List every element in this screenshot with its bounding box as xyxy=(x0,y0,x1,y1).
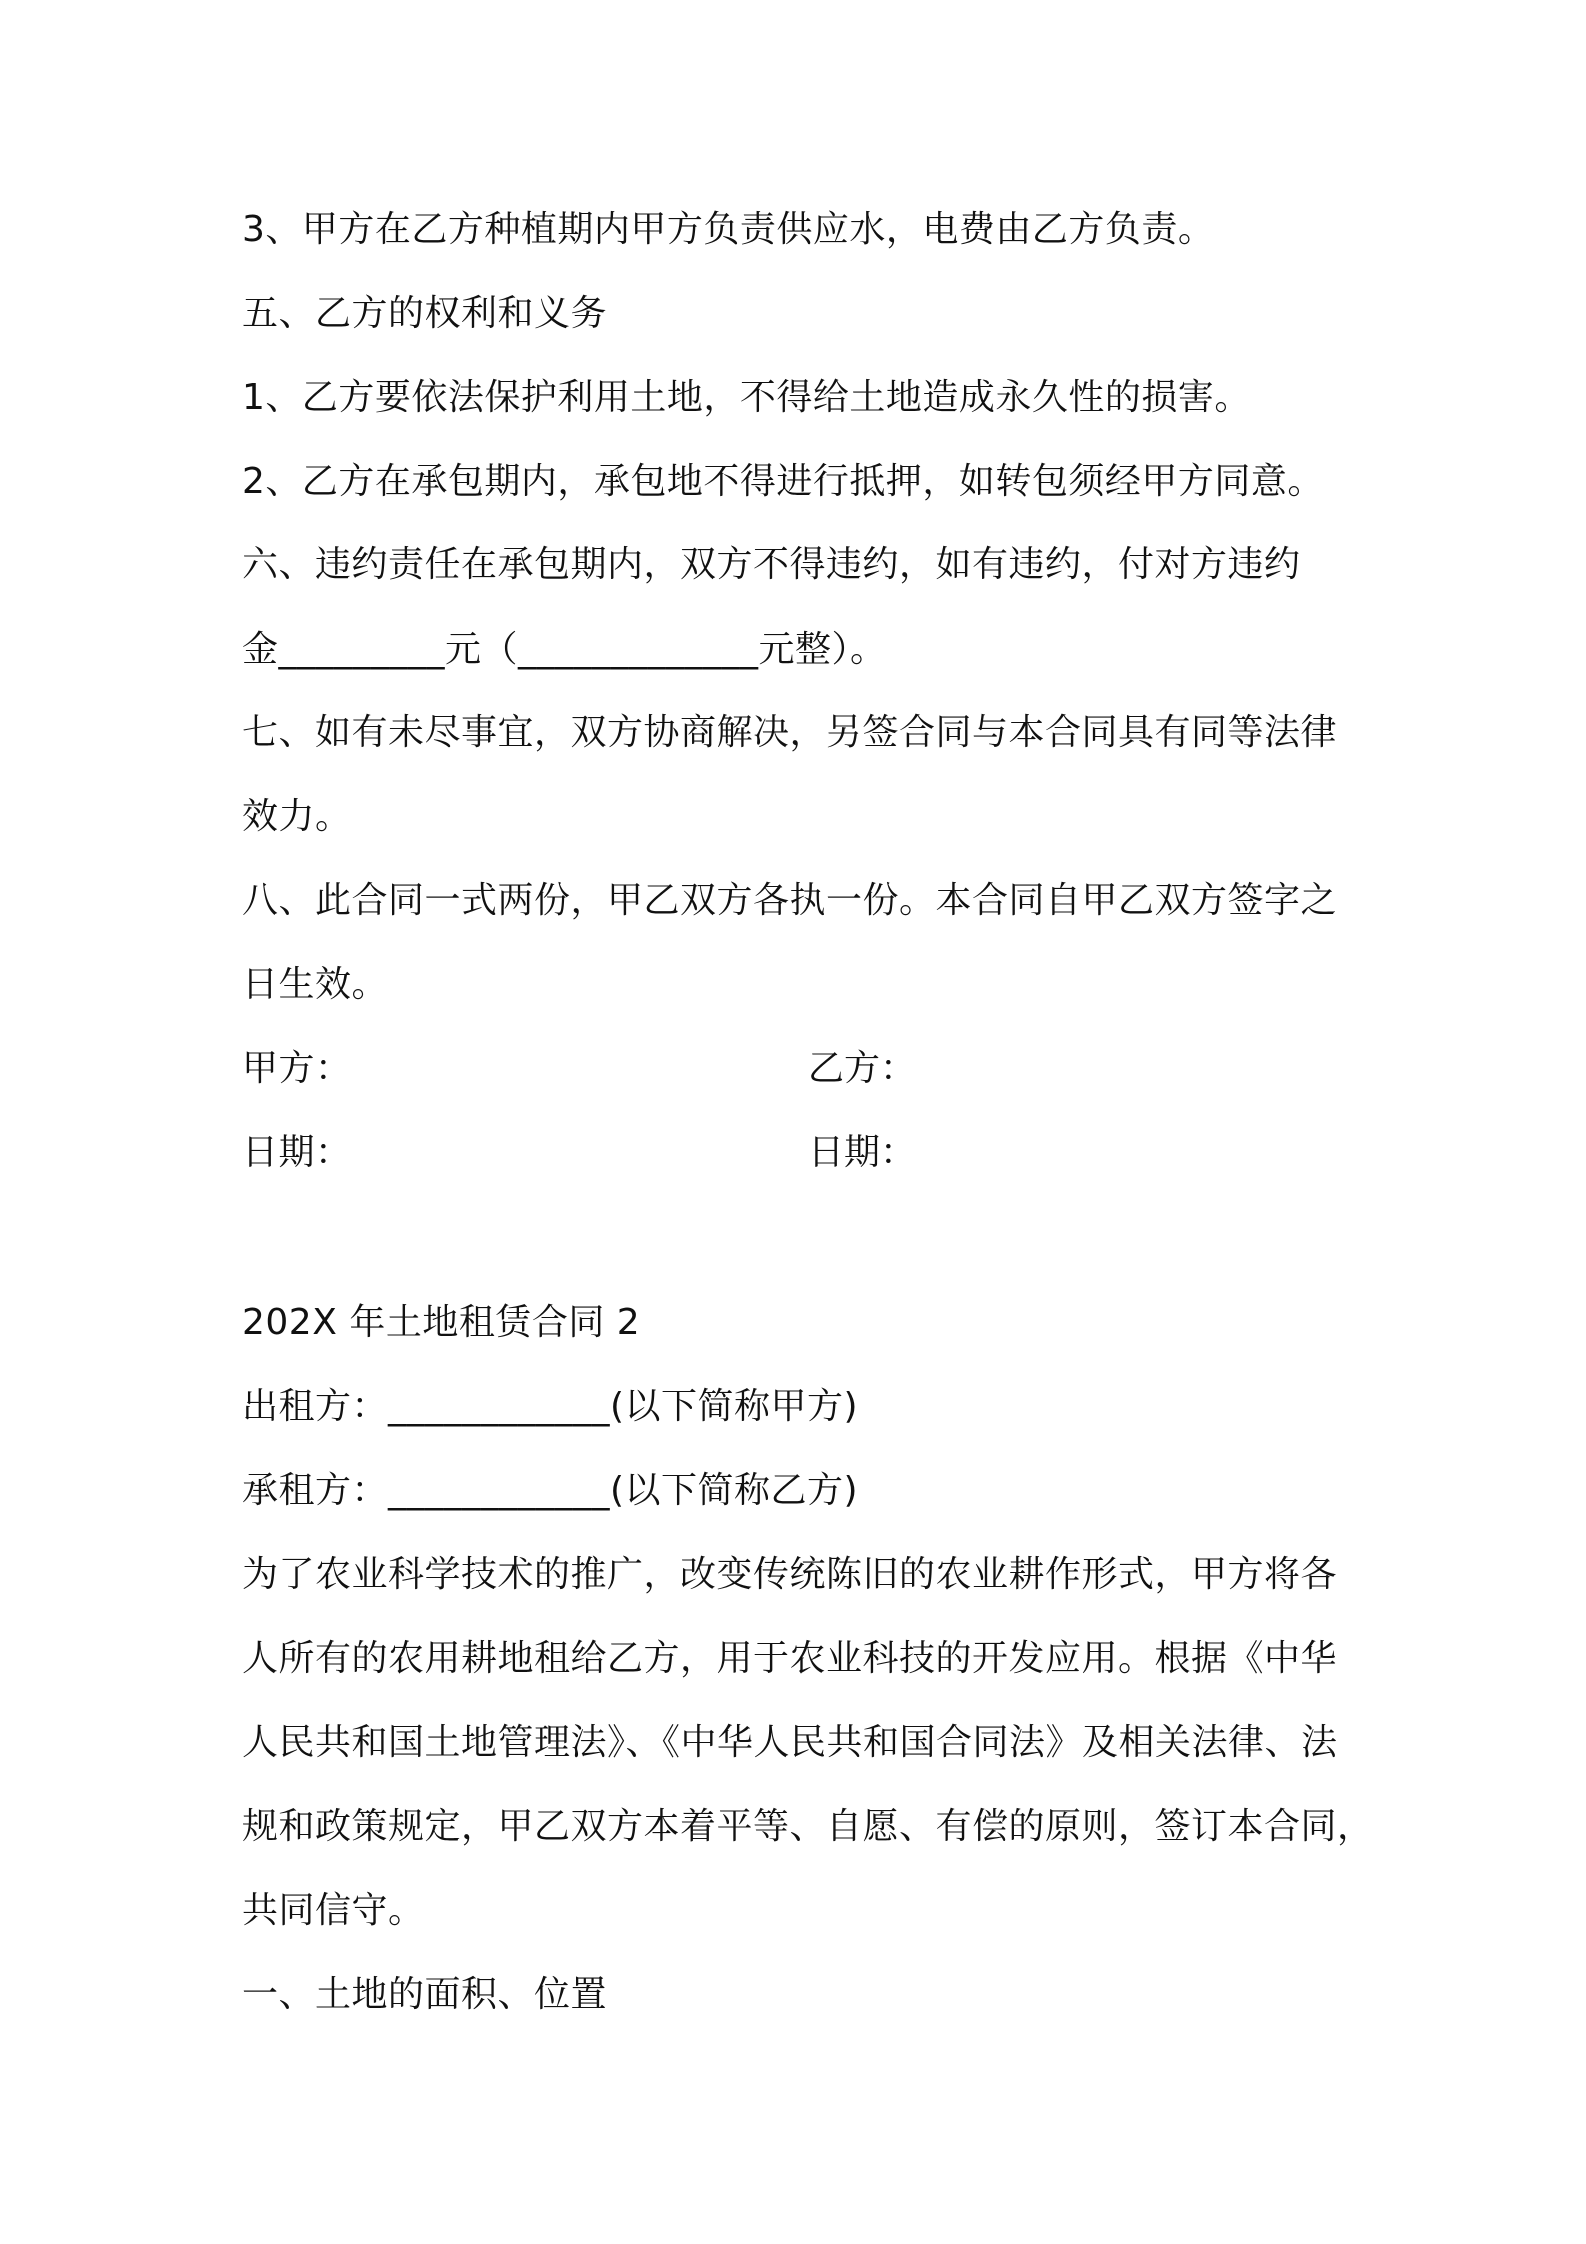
section-7-line-1: 七、如有未尽事宜，双方协商解决，另签合同与本合同具有同等法律 xyxy=(242,712,1338,753)
lessee-line: 承租方：____________(以下简称乙方) xyxy=(242,1470,859,1511)
section-8-line-2: 日生效。 xyxy=(242,964,389,1005)
intro-line-4: 规和政策规定，甲乙双方本着平等、自愿、有偿的原则，签订本合同， xyxy=(242,1806,1374,1847)
clause-1-land-protection: 1、乙方要依法保护利用土地，不得给土地造成永久性的损害。 xyxy=(242,377,1251,418)
party-a-signature-label: 甲方： xyxy=(242,1048,352,1089)
section-6-breach-line-2: 金_________元（_____________元整）。 xyxy=(242,629,887,670)
intro-line-2: 人所有的农用耕地租给乙方，用于农业科技的开发应用。根据《中华 xyxy=(242,1638,1338,1679)
party-b-date-label: 日期： xyxy=(808,1132,917,1173)
section-8-line-1: 八、此合同一式两份，甲乙双方各执一份。本合同自甲乙双方签字之 xyxy=(242,880,1338,921)
party-a-date-label: 日期： xyxy=(242,1132,352,1173)
section-5-heading: 五、乙方的权利和义务 xyxy=(242,293,608,334)
section-7-line-2: 效力。 xyxy=(242,796,352,837)
party-b-signature-label: 乙方： xyxy=(808,1048,917,1089)
section-6-breach-line-1: 六、违约责任在承包期内，双方不得违约，如有违约，付对方违约 xyxy=(242,544,1301,585)
clause-3-water-supply: 3、甲方在乙方种植期内甲方负责供应水，电费由乙方负责。 xyxy=(242,209,1215,250)
lessor-line: 出租方：____________(以下简称甲方) xyxy=(242,1386,859,1427)
intro-line-1: 为了农业科学技术的推广，改变传统陈旧的农业耕作形式，甲方将各 xyxy=(242,1554,1338,1595)
contract-2-title: 202X 年土地租赁合同 2 xyxy=(242,1302,641,1343)
intro-line-5: 共同信守。 xyxy=(242,1890,425,1931)
section-1-heading: 一、土地的面积、位置 xyxy=(242,1974,608,2015)
clause-2-no-mortgage: 2、乙方在承包期内，承包地不得进行抵押，如转包须经甲方同意。 xyxy=(242,461,1324,502)
intro-line-3: 人民共和国土地管理法》、《中华人民共和国合同法》及相关法律、法 xyxy=(242,1722,1338,1763)
